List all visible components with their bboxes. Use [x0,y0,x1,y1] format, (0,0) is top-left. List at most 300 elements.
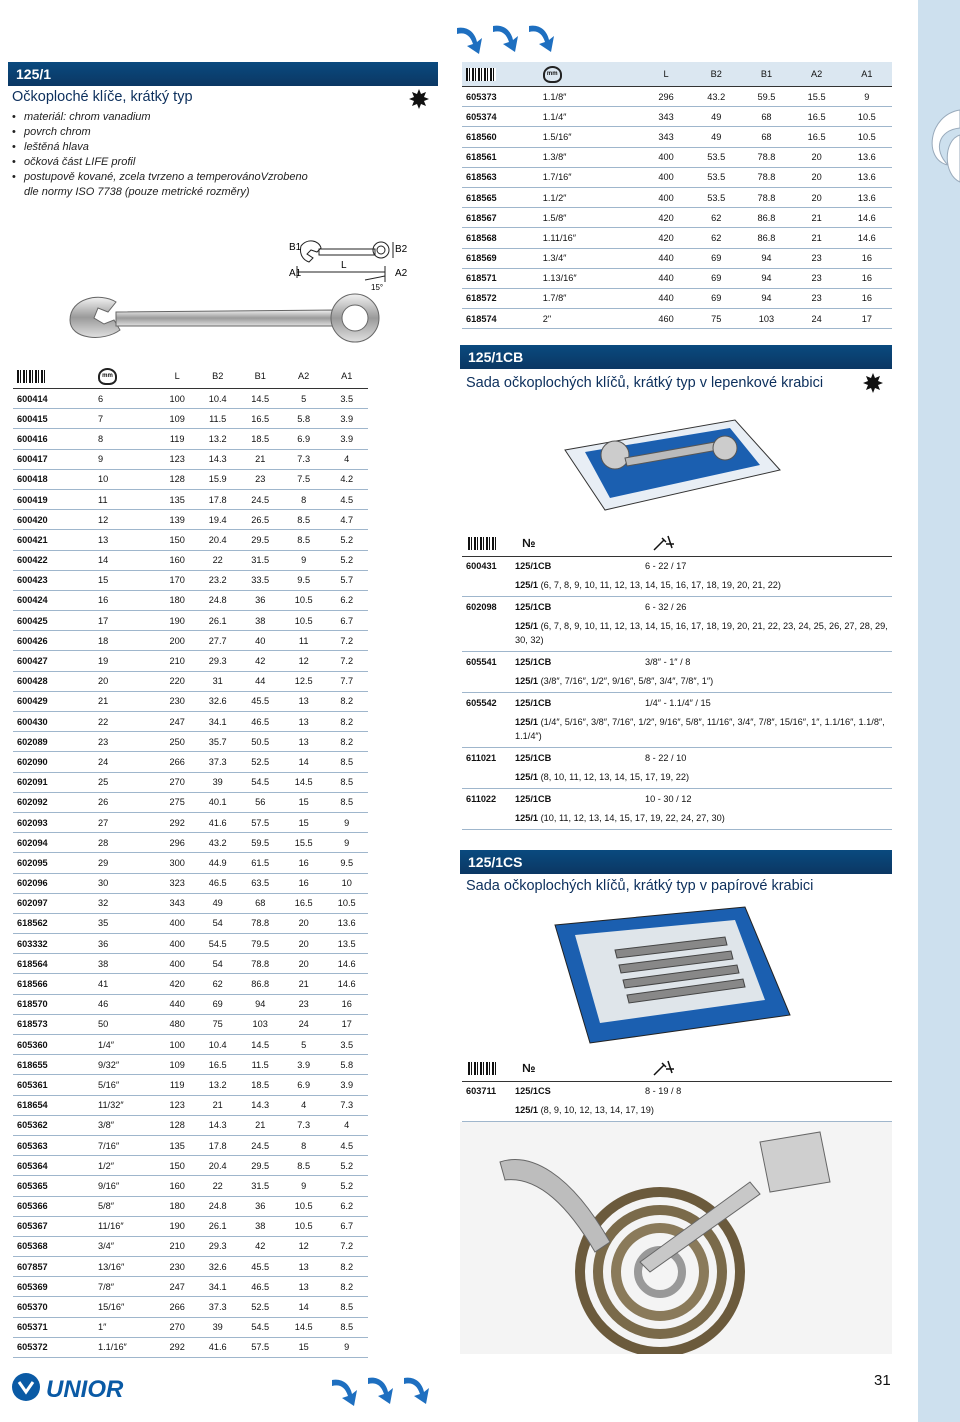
dimension-value: 150 [157,1156,197,1176]
dimension-value: 420 [157,974,197,994]
dimension-value: 6.7 [325,1216,368,1236]
set-row [462,748,892,769]
article-number: 618562 [13,913,98,933]
dimension-value: 94 [741,288,791,308]
dimension-value: 128 [157,469,197,489]
dimension-value: 23 [282,994,325,1014]
dimension-value: 10.5 [282,1196,325,1216]
size-value: 1.5/8″ [543,208,641,228]
dimension-value: 170 [157,570,197,590]
table-row [13,570,368,590]
size-value: 13 [98,530,157,550]
dimension-value: 78.8 [238,913,281,933]
dimension-value: 119 [157,1075,197,1095]
article-number: 602097 [13,893,98,913]
section-header-125-1cs [460,850,892,874]
dimension-value: 420 [641,228,691,248]
dimension-value: 109 [157,1055,197,1075]
dimension-value: 22 [197,550,239,570]
dimension-value: 20 [792,167,842,187]
dimension-value: 6.7 [325,611,368,631]
dimension-value: 480 [157,1014,197,1034]
dimension-value: 343 [641,127,691,147]
table-row [13,631,368,651]
b1-label: B1 [289,242,302,253]
dimension-value: 32.6 [197,1257,239,1277]
spacer [462,809,515,830]
dimension-value: 440 [641,288,691,308]
dimension-value: 20 [282,954,325,974]
table-row [13,1075,368,1095]
barcode-icon [468,1062,498,1075]
size-value: 13/16″ [98,1257,157,1277]
dimension-value: 75 [197,1014,239,1034]
dimension-value: 247 [157,712,197,732]
dimension-value: 7.2 [325,1236,368,1256]
dimension-value: 9.5 [325,853,368,873]
table-row [462,167,892,187]
dimension-value: 20.4 [197,1156,239,1176]
set-reference: 125/1CB [515,602,552,612]
set-contents [515,576,892,597]
dimension-value: 4 [325,449,368,469]
dimension-value: 29.5 [238,530,281,550]
set-reference: 125/1CB [515,657,552,667]
dimension-value: 78.8 [238,954,281,974]
dimension-value: 16 [282,873,325,893]
article-number: 600424 [13,590,98,610]
dimension-value: 44 [238,671,281,691]
dimension-value: 8.5 [282,530,325,550]
article-number: 600415 [13,409,98,429]
dimension-value: 54 [197,954,239,974]
dimension-value: 24 [282,1014,325,1034]
number-symbol: № [522,1061,536,1075]
dimension-value: 9.5 [282,570,325,590]
dimension-value: 10.5 [842,127,892,147]
dimension-value: 123 [157,449,197,469]
decorative-sidebar [918,0,960,1422]
set-content-row [462,617,892,652]
dimension-value: 13.6 [325,913,368,933]
article-number: 618563 [462,167,543,187]
dimension-value: 13 [282,732,325,752]
table-row [13,530,368,550]
dimension-value: 20 [282,913,325,933]
dimension-value: 14.6 [842,208,892,228]
spec-table-left [13,364,368,1358]
dimension-value: 103 [741,309,791,329]
dimension-value: 4.7 [325,510,368,530]
dimension-value: 247 [157,1277,197,1297]
size-value: 15/16″ [98,1297,157,1317]
table-row [13,994,368,1014]
dimension-value: 8.2 [325,691,368,711]
set-article-number: 605541 [466,657,497,667]
dimension-value: 420 [641,208,691,228]
set-row [462,693,892,714]
size-value: 1/2″ [98,1156,157,1176]
size-value: 1.7/16″ [543,167,641,187]
dimension-value: 31.5 [238,550,281,570]
dimension-value: 8.5 [325,1317,368,1337]
dimension-value: 21 [238,449,281,469]
dimension-value: 6.2 [325,590,368,610]
dimension-value: 16.5 [792,107,842,127]
table-row [13,752,368,772]
brand-name: UNIOR [46,1376,124,1403]
article-number: 618561 [462,147,543,167]
dimension-value: 266 [157,752,197,772]
dimension-value: 135 [157,489,197,509]
dimension-value: 7.2 [325,651,368,671]
dimension-value: 4.2 [325,469,368,489]
mm-size-icon: mm [98,364,157,389]
dimension-value: 54.5 [197,934,239,954]
dimension-value: 9 [325,812,368,832]
section-header-125-1 [8,62,438,86]
dimension-value: 10.5 [325,893,368,913]
article-number: 618564 [13,954,98,974]
dimension-value: 5 [282,389,325,409]
dimension-value: 6.9 [282,429,325,449]
spacer [462,617,515,652]
size-value: 5/16″ [98,1075,157,1095]
size-value: 21 [98,691,157,711]
arrows-decoration-icon [455,20,565,56]
table-row [13,1317,368,1337]
table-row [462,268,892,288]
col-a2: A2 [282,364,325,389]
dimension-value: 49 [197,893,239,913]
size-value: 8 [98,429,157,449]
section-code: 125/1CS [468,854,523,870]
dimension-value: 46.5 [238,712,281,732]
size-value: 26 [98,792,157,812]
size-value: 3/8″ [98,1115,157,1135]
article-number: 618654 [13,1095,98,1115]
dimension-value: 4 [282,1095,325,1115]
dimension-value: 24.8 [197,590,239,610]
size-value: 1/4″ [98,1035,157,1055]
dimension-value: 20.4 [197,530,239,550]
dimension-value: 78.8 [741,167,791,187]
size-value: 1.1/2″ [543,187,641,207]
article-number: 600423 [13,570,98,590]
dimension-value: 52.5 [238,1297,281,1317]
dimension-value: 6.9 [282,1075,325,1095]
table-row [462,208,892,228]
col-b1: B1 [741,62,791,87]
article-number: 600425 [13,611,98,631]
size-value: 7 [98,409,157,429]
dimension-value: 52.5 [238,752,281,772]
dimension-value: 29.5 [238,1156,281,1176]
dimension-value: 139 [157,510,197,530]
spacer [462,713,515,748]
dimension-value: 292 [157,812,197,832]
dimension-value: 45.5 [238,1257,281,1277]
dimension-value: 9 [842,87,892,107]
set-article-number: 611022 [466,794,497,804]
article-number: 618655 [13,1055,98,1075]
table-row [462,147,892,167]
dimension-value: 24.8 [197,1196,239,1216]
dimension-value: 12 [282,1236,325,1256]
table-row [13,550,368,570]
dimension-value: 23 [792,268,842,288]
set-content-row [462,1101,892,1122]
table-row [13,1095,368,1115]
dimension-value: 10.5 [282,611,325,631]
b2-label: B2 [395,244,408,255]
size-value: 6 [98,389,157,409]
table-row [462,309,892,329]
dimension-value: 41.6 [197,812,239,832]
dimension-value: 4.5 [325,1135,368,1155]
size-value: 35 [98,913,157,933]
feature-item: • postupově kované, zcela tvrzeno a temperovánoVzrobeno dle normy ISO 7738 (pouze metrické rozměry) [12,170,312,200]
number-symbol: № [522,536,536,550]
size-value: 9/16″ [98,1176,157,1196]
dimension-value: 63.5 [238,873,281,893]
dimension-value: 23 [238,469,281,489]
article-number: 618566 [13,974,98,994]
size-value: 24 [98,752,157,772]
size-value: 22 [98,712,157,732]
table-row [13,893,368,913]
size-value: 18 [98,631,157,651]
set-content-row [462,809,892,830]
a2-label: A2 [395,268,408,279]
table-header-row [462,62,892,87]
wrench-photo [60,290,390,345]
dimension-value: 220 [157,671,197,691]
dimension-value: 13.2 [197,1075,239,1095]
article-number: 607857 [13,1257,98,1277]
set-content-ref: 125/1 [515,676,538,686]
l-label: L [341,260,347,271]
dimension-value: 14.6 [325,974,368,994]
table-row [13,1176,368,1196]
feature-item: • leštěná hlava [12,140,312,155]
set-row [462,597,892,618]
size-value: 1″ [98,1317,157,1337]
dimension-value: 43.2 [691,87,741,107]
table-row [13,974,368,994]
dimension-value: 14.3 [238,1095,281,1115]
page-number: 31 [874,1372,891,1389]
dimension-value: 14.3 [197,1115,239,1135]
dimension-value: 15 [282,792,325,812]
dimension-value: 37.3 [197,1297,239,1317]
dimension-value: 54.5 [238,772,281,792]
table-row [13,449,368,469]
dimension-value: 86.8 [741,208,791,228]
dimension-value: 7.5 [282,469,325,489]
dimension-value: 14.3 [197,449,239,469]
dimension-value: 100 [157,389,197,409]
dimension-value: 56 [238,792,281,812]
table-row [13,732,368,752]
set-range: 10 - 30 / 12 [645,794,692,804]
set-content-sizes: (1/4″, 5/16″, 3/8″, 7/16″, 1/2″, 9/16″, 5/8″, 11/16″, 3/4″, 7/8″, 15/16″, 1″, 1.1/16″, 1.1/8″, 1.1/4″) [515,717,885,741]
set-content-ref: 125/1 [515,717,538,727]
article-number: 605369 [13,1277,98,1297]
size-value: 11/32″ [98,1095,157,1115]
set-row [462,556,892,576]
dimension-value: 15 [282,812,325,832]
dimension-value: 53.5 [691,187,741,207]
dimension-value: 39 [197,772,239,792]
size-value: 3/4″ [98,1236,157,1256]
set-list-cb [462,556,892,830]
dimension-value: 200 [157,631,197,651]
article-number: 600420 [13,510,98,530]
set-contents [515,672,892,693]
paper-box-photo [545,905,795,1045]
dimension-value: 57.5 [238,812,281,832]
set-table-header [462,530,892,557]
dimension-value: 16 [325,994,368,1014]
table-row [13,510,368,530]
dimension-value: 46.5 [197,873,239,893]
set-reference: 125/1CB [515,698,552,708]
dimension-value: 343 [641,107,691,127]
article-number: 605362 [13,1115,98,1135]
dimension-value: 190 [157,611,197,631]
dimension-value: 53.5 [691,147,741,167]
dimension-value: 10.5 [842,107,892,127]
dimension-value: 32.6 [197,691,239,711]
dimension-value: 400 [641,147,691,167]
dimension-value: 94 [741,248,791,268]
set-content-ref: 125/1 [515,1105,538,1115]
article-number: 603332 [13,934,98,954]
section-code: 125/1CB [468,349,524,365]
dimension-value: 5.2 [325,1176,368,1196]
dimension-value: 62 [691,228,741,248]
size-value: 7/8″ [98,1277,157,1297]
article-number: 600416 [13,429,98,449]
size-value: 12 [98,510,157,530]
dimension-value: 42 [238,1236,281,1256]
dimension-value: 46.5 [238,1277,281,1297]
dimension-value: 10.5 [282,1216,325,1236]
section-title: Sada očkoplochých klíčů, krátký typ v papírové krabici [466,878,814,894]
dimension-value: 24.5 [238,489,281,509]
dimension-value: 343 [157,893,197,913]
article-number: 605374 [462,107,543,127]
size-value: 41 [98,974,157,994]
dimension-value: 11.5 [197,409,239,429]
dimension-value: 14 [282,1297,325,1317]
dimension-value: 7.7 [325,671,368,691]
table-row [13,772,368,792]
col-b2: B2 [197,364,239,389]
dimension-value: 78.8 [741,187,791,207]
dimension-value: 14.6 [842,228,892,248]
dimension-value: 16 [282,853,325,873]
barcode-icon [462,62,543,87]
dimension-value: 13 [282,1257,325,1277]
dimension-value: 41.6 [197,1337,239,1357]
size-value: 1.7/8″ [543,288,641,308]
brand-swirl-icon [918,90,960,210]
dimension-value: 275 [157,792,197,812]
dimension-value: 270 [157,1317,197,1337]
dimension-value: 49 [691,107,741,127]
dimension-value: 296 [157,833,197,853]
spacer [462,672,515,693]
dimension-value: 13 [282,712,325,732]
dimension-value: 14 [282,752,325,772]
size-value: 1.1/8″ [543,87,641,107]
dimension-value: 150 [157,530,197,550]
dimension-value: 15.5 [282,833,325,853]
dimension-value: 27.7 [197,631,239,651]
dimension-value: 13.2 [197,429,239,449]
size-value: 25 [98,772,157,792]
dimension-value: 9 [325,1337,368,1357]
table-row [13,934,368,954]
dimension-value: 9 [325,833,368,853]
dimension-value: 8.5 [325,1297,368,1317]
dimension-value: 13 [282,691,325,711]
dimension-value: 21 [282,974,325,994]
size-value: 28 [98,833,157,853]
size-value: 23 [98,732,157,752]
dimension-value: 13.5 [325,934,368,954]
dimension-value: 13.6 [842,147,892,167]
article-number: 600428 [13,671,98,691]
article-number: 602096 [13,873,98,893]
table-row [13,1236,368,1256]
table-row [462,187,892,207]
dimension-value: 5.2 [325,530,368,550]
set-article-number: 611021 [466,753,497,763]
table-row [13,1257,368,1277]
set-content-row [462,576,892,597]
dimension-value: 69 [691,268,741,288]
col-l: L [157,364,197,389]
table-row [13,590,368,610]
dimension-value: 36 [238,590,281,610]
dimension-value: 38 [238,611,281,631]
cassette-tool-photo [460,1122,892,1354]
dimension-value: 119 [157,429,197,449]
dimension-value: 7.3 [325,1095,368,1115]
size-value: 1.13/16″ [543,268,641,288]
dimension-value: 3.5 [325,389,368,409]
dimension-value: 38 [238,1216,281,1236]
dimension-value: 460 [641,309,691,329]
dimension-value: 19.4 [197,510,239,530]
set-list-cs [462,1081,892,1122]
table-row [13,611,368,631]
article-number: 605365 [13,1176,98,1196]
dimension-value: 12.5 [282,671,325,691]
size-value: 29 [98,853,157,873]
table-row [13,1156,368,1176]
dimension-value: 15 [282,1337,325,1357]
size-value: 1.1/4″ [543,107,641,127]
size-value: 17 [98,611,157,631]
dimension-value: 24.5 [238,1135,281,1155]
col-a1: A1 [842,62,892,87]
dimension-value: 210 [157,1236,197,1256]
dimension-value: 10.5 [282,590,325,610]
